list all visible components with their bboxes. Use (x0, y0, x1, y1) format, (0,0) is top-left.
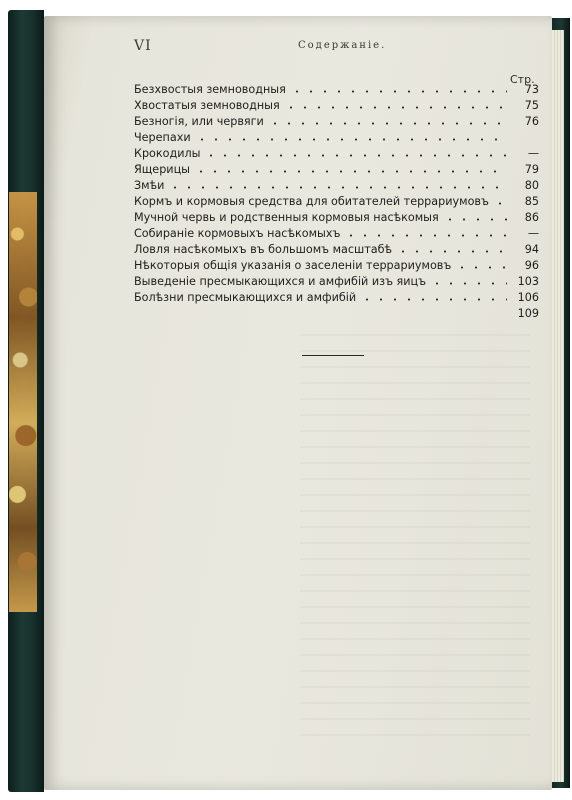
dot-leader (290, 90, 507, 93)
dot-leader (396, 250, 507, 253)
toc-entry-page: 80 (524, 179, 539, 192)
toc-entry (134, 240, 539, 256)
toc-entry-page: 85 (524, 195, 539, 208)
toc-entry-title: Черепахи (134, 131, 191, 144)
dot-leader (430, 282, 507, 285)
page-header (134, 38, 544, 58)
dot-leader (360, 298, 507, 301)
dot-leader (195, 138, 507, 141)
toc-entry-page: 106 (517, 291, 539, 304)
toc-entry-title: Безногія, или червяги (134, 115, 264, 128)
toc-entry (134, 128, 539, 144)
toc-entry (134, 288, 539, 304)
toc-entry-title: Ловля насѣкомыхъ въ большомъ масштабѣ (134, 243, 393, 256)
dot-leader (194, 170, 507, 173)
page-number: VI (134, 38, 152, 54)
toc-entry-title: Кормъ и кормовыя средства для обитателей террариумовъ (134, 195, 489, 208)
toc-entry-title: Змѣи (134, 179, 165, 192)
dot-leader (455, 266, 507, 269)
toc-entry (134, 192, 539, 208)
dot-leader (284, 106, 507, 109)
marbled-endpaper (9, 192, 37, 612)
toc-entry-title: Мучной червь и родственныя кормовыя насѣкомыя (134, 211, 439, 224)
toc-entry-title: Крокодилы (134, 147, 201, 160)
toc-entry (134, 96, 539, 112)
toc-entry-title: Выведеніе пресмыкающихся и амфибій изъ яицъ (134, 275, 427, 288)
toc-entry (134, 144, 539, 160)
toc-entry-page: — (527, 227, 539, 240)
page-column-label: Стр. (510, 73, 535, 86)
show-through-text (300, 320, 530, 740)
toc-entry-title: Нѣкоторыя общія указанія о заселеніи террариумовъ (134, 259, 452, 272)
toc-entry-page: 103 (517, 275, 539, 288)
toc-entry (134, 112, 539, 128)
toc-entry-title: Ящерицы (134, 163, 191, 176)
toc-entry-page: 86 (524, 211, 539, 224)
toc-entry-page: 76 (524, 115, 539, 128)
dot-leader (204, 154, 507, 157)
table-of-contents (134, 80, 539, 320)
toc-entry-page: — (527, 147, 539, 160)
dot-leader (493, 202, 507, 205)
toc-entry (134, 176, 539, 192)
section-divider (302, 355, 364, 356)
toc-entry-page: 94 (524, 243, 539, 256)
dot-leader (443, 218, 507, 221)
toc-entry-title: Безхвостыя земноводныя (134, 83, 286, 96)
toc-entry-page: 73 (524, 83, 539, 96)
toc-entry-page: 96 (524, 259, 539, 272)
dot-leader (344, 234, 507, 237)
toc-entry-title: Хвостатыя земноводныя (134, 99, 280, 112)
toc-entry (134, 256, 539, 272)
toc-entry (134, 272, 539, 288)
dot-leader (168, 186, 507, 189)
running-title: Содержаніе. (298, 40, 387, 51)
toc-entry-title: Болѣзни пресмыкающихся и амфибій (134, 291, 357, 304)
toc-entry (134, 304, 539, 320)
toc-entry-page: 79 (524, 163, 539, 176)
toc-entry (134, 208, 539, 224)
toc-entry-title: Собираніе кормовыхъ насѣкомыхъ (134, 227, 341, 240)
toc-entry (134, 224, 539, 240)
toc-entry-page: 109 (517, 307, 539, 320)
toc-entry-page: 75 (524, 99, 539, 112)
toc-entry (134, 80, 539, 96)
toc-entry (134, 160, 539, 176)
dot-leader (268, 122, 507, 125)
